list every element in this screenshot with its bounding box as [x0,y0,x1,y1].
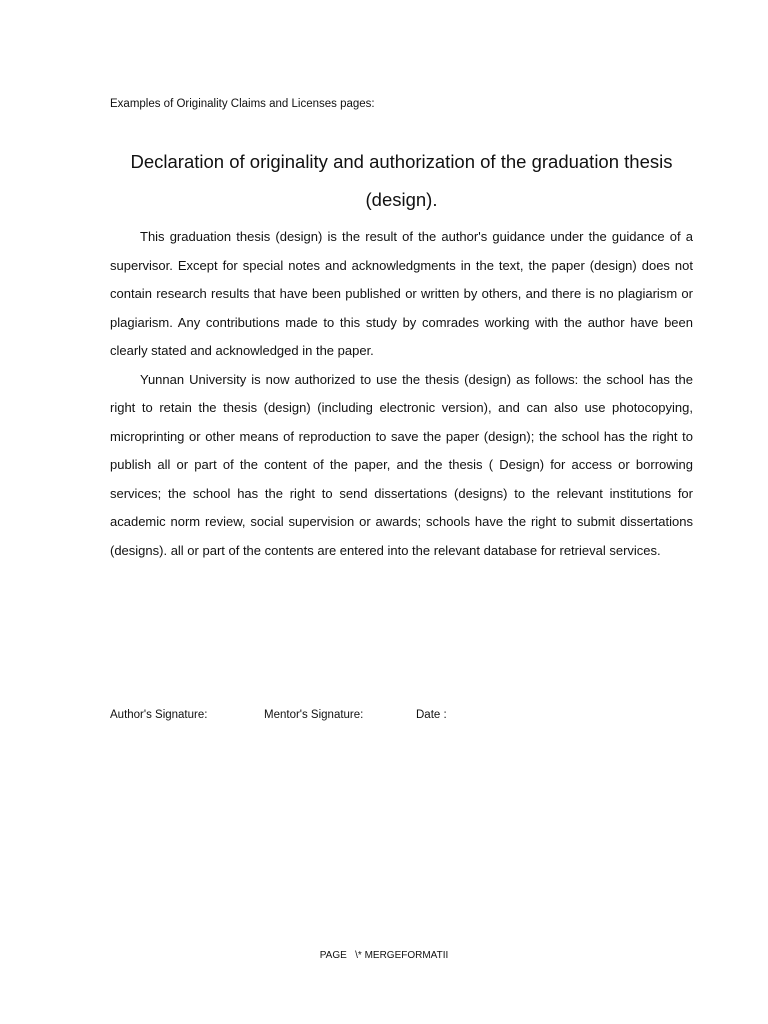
page-footer-field: PAGE \* MERGEFORMATII [319,950,449,961]
date-label: Date : [416,709,447,721]
declaration-body [110,223,693,565]
paragraph-authorization: Yunnan University is now authorized to use the thesis (design) as follows: the school has the right to retain the thesis (design) (including electronic version), and can also use photocopying, microprinting or other means of reproduction to save the paper (design); the school has the right to publish all or part of the content of the paper, and the thesis ( Design) for access or borrowing services; the school has the right to send dissertations (designs) to the relevant institutions for academic norm review, social supervision or awards; schools have the right to submit dissertations (designs). all or part of the contents are entered into the relevant database for retrieval services. [110,371,693,558]
paragraph-originality: This graduation thesis (design) is the result of the author's guidance under the guidance of a supervisor. Except for special notes and acknowledgments in the text, the paper (design) does not contain research results that have been published or written by others, and there is no plagiarism or plagiarism. Any contributions made to this study by comrades working with the author have been clearly stated and acknowledged in the paper. [110,229,693,358]
author-signature-label: Author's Signature: [110,709,208,721]
mentor-signature-label: Mentor's Signature: [264,709,364,721]
intro-line: Examples of Originality Claims and Licenses pages: [110,98,375,110]
signature-line [110,706,693,724]
declaration-title: Declaration of originality and authorization of the graduation thesis (design). [130,151,673,210]
